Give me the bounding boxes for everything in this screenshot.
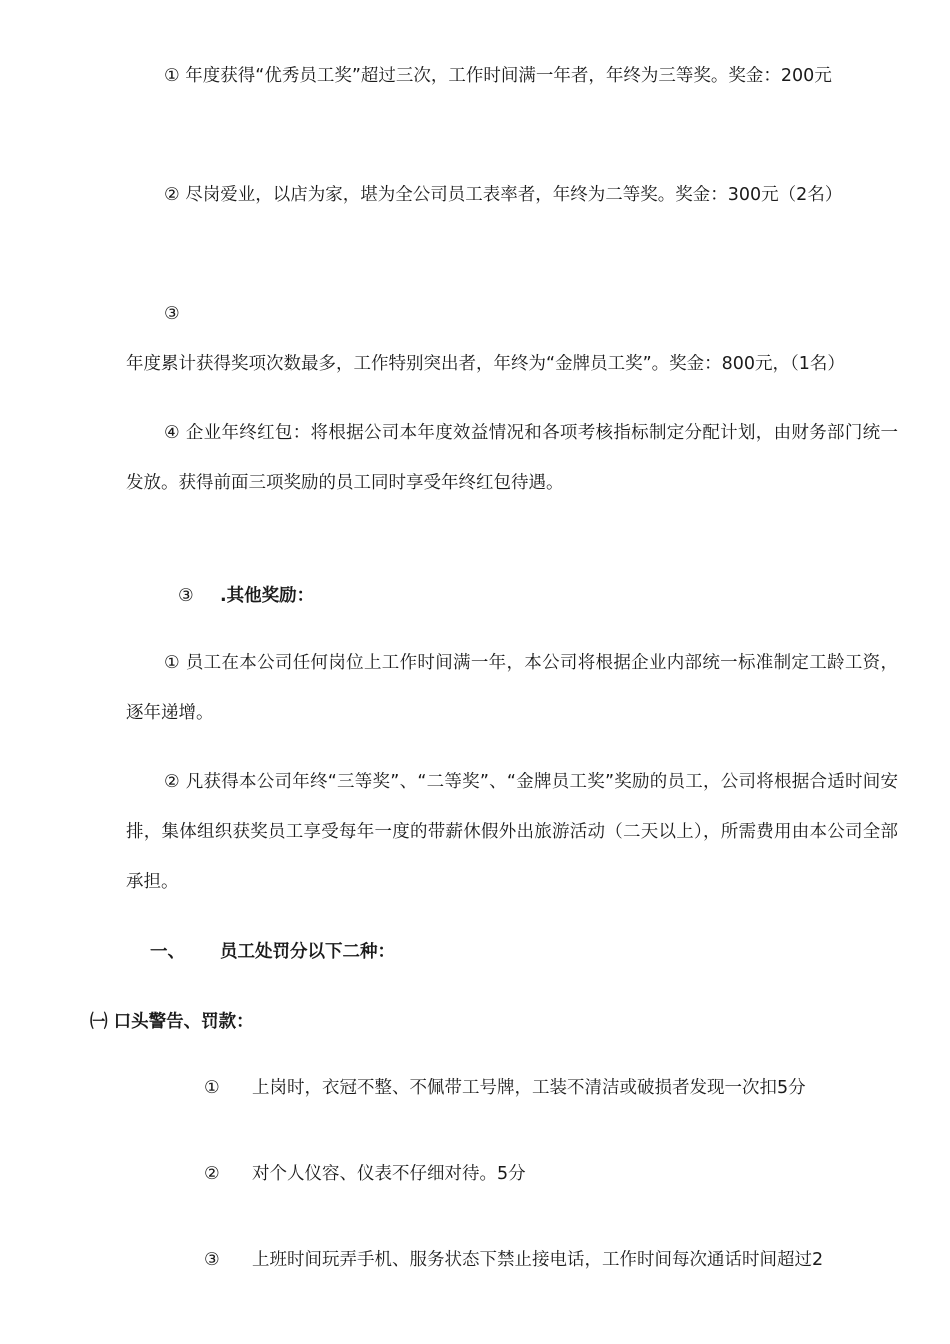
reward-item-4: [126, 408, 898, 508]
item-text: 年度累计获得奖项次数最多，工作特别突出者，年终为“金牌员工奖”。奖金：800元，（1名）: [126, 354, 845, 374]
heading-title: 员工处罚分以下二种：: [220, 942, 395, 962]
penalty-item-1: [204, 1068, 904, 1108]
reward-item-2: [126, 170, 898, 220]
penalty-item-2: [204, 1154, 904, 1194]
item-text: 对个人仪容、仪表不仔细对待。5分: [252, 1164, 526, 1184]
reward-item-3: [126, 289, 898, 389]
penalty-category-heading: ㈠ 口头警告、罚款：: [90, 1012, 254, 1032]
item-text: 上班时间玩弄手机、服务状态下禁止接电话，工作时间每次通话时间超过2: [252, 1250, 824, 1270]
penalties-heading: [150, 932, 395, 972]
item-text: 上岗时，衣冠不整、不佩带工号牌，工装不清洁或破损者发现一次扣5分: [252, 1078, 806, 1098]
reward-item-1: [126, 51, 898, 101]
item-marker: ③: [204, 1250, 220, 1270]
heading-number: 一、: [150, 942, 185, 962]
heading-title: .其他奖励：: [220, 586, 315, 606]
item-text: 尽岗爱业，以店为家，堪为全公司员工表率者，年终为二等奖。奖金：300元（2名）: [185, 185, 843, 205]
item-text: 年度获得“优秀员工奖”超过三次，工作时间满一年者，年终为三等奖。奖金：200元: [185, 66, 832, 86]
item-marker: ①: [204, 1078, 220, 1098]
penalty-item-3: [204, 1240, 904, 1280]
heading-number: ③: [178, 586, 194, 606]
item-marker: ②: [204, 1164, 220, 1184]
item-text: 企业年终红包：将根据公司本年度效益情况和各项考核指标制定分配计划，由财务部门统一发放。获得前面三项奖励的员工同时享受年终红包待遇。: [126, 423, 898, 493]
item-marker: ①: [164, 653, 180, 673]
item-marker: ③: [164, 304, 180, 324]
item-marker: ④: [164, 423, 180, 443]
item-text: 凡获得本公司年终“三等奖”、“二等奖”、“金牌员工奖”奖励的员工，公司将根据合适时间安排，集体组织获奖员工享受每年一度的带薪休假外出旅游活动（二天以上），所需费用由本公司全部承担。: [126, 772, 898, 892]
item-marker: ②: [164, 185, 180, 205]
other-reward-item-2: [126, 757, 898, 907]
other-reward-item-1: [126, 638, 898, 738]
item-text: 员工在本公司任何岗位上工作时间满一年，本公司将根据企业内部统一标准制定工龄工资，逐年递增。: [126, 653, 898, 723]
item-marker: ①: [164, 66, 180, 86]
other-rewards-heading: [178, 576, 314, 616]
item-marker: ②: [164, 772, 180, 792]
